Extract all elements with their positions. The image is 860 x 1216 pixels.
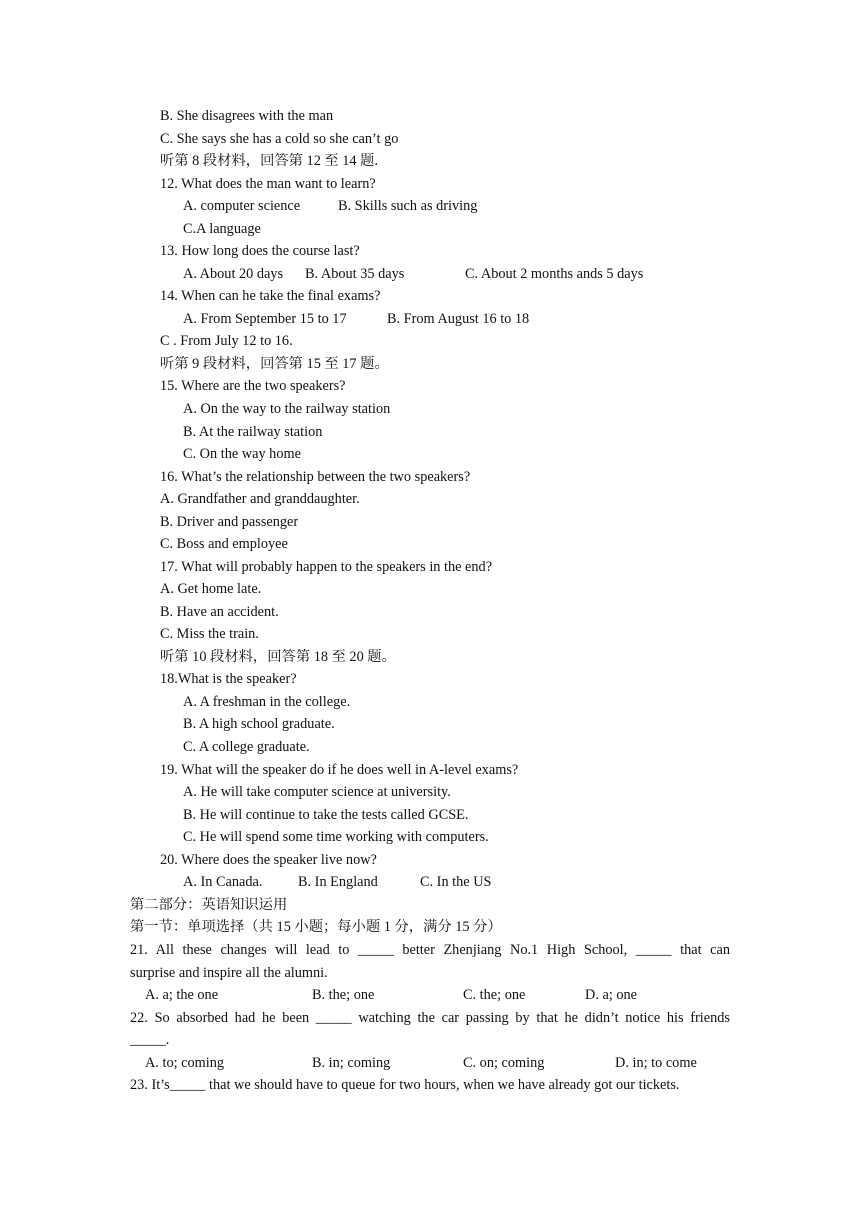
question-12: 12. What does the man want to learn? (160, 176, 376, 192)
question-16: 16. What’s the relationship between the two speakers? (160, 469, 471, 485)
option: B. From August 16 to 18 (387, 311, 530, 327)
option: B. In England (298, 874, 378, 890)
option: A. computer science (183, 198, 301, 214)
option: C. About 2 months ands 5 days (465, 266, 644, 282)
option: C.A language (183, 221, 261, 237)
option: B. He will continue to take the tests called GCSE. (183, 807, 469, 823)
option: C. on; coming (463, 1055, 545, 1071)
part-heading: 第二部分：英语知识运用 (130, 897, 288, 913)
section-instruction: 听第 9 段材料，回答第 15 至 17 题。 (160, 356, 389, 372)
section-heading: 第一节：单项选择（共 15 小题；每小题 1 分，满分 15 分） (130, 919, 502, 935)
option: B. the; one (312, 987, 375, 1003)
question-17: 17. What will probably happen to the speakers in the end? (160, 559, 493, 575)
option: D. in; to come (615, 1055, 697, 1071)
option: B. About 35 days (305, 266, 405, 282)
option: C. On the way home (183, 446, 301, 462)
question-21-cont: surprise and inspire all the alumni. (130, 965, 328, 981)
option: C. A college graduate. (183, 739, 310, 755)
option: B. in; coming (312, 1055, 391, 1071)
question-15: 15. Where are the two speakers? (160, 378, 346, 394)
option: A. On the way to the railway station (183, 401, 391, 417)
option: B. Driver and passenger (160, 514, 299, 530)
option: A. About 20 days (183, 266, 284, 282)
option: A. In Canada. (183, 874, 263, 890)
option: A. He will take computer science at university. (183, 784, 451, 800)
option: C. In the US (420, 874, 492, 890)
question-19: 19. What will the speaker do if he does well in A-level exams? (160, 762, 519, 778)
text-line: B. She disagrees with the man (160, 108, 334, 124)
question-14: 14. When can he take the final exams? (160, 288, 381, 304)
section-instruction: 听第 10 段材料，回答第 18 至 20 题。 (160, 649, 396, 665)
option: C. the; one (463, 987, 526, 1003)
option: C. Boss and employee (160, 536, 288, 552)
option: A. Grandfather and granddaughter. (160, 491, 360, 507)
question-21: 21. All these changes will lead to _____ better Zhenjiang No.1 High School, _____ that can (130, 942, 730, 958)
question-22-cont: _____. (130, 1032, 170, 1048)
question-22: 22. So absorbed had he been _____ watching the car passing by that he didn’t notice his friends (130, 1010, 730, 1026)
option: B. Skills such as driving (338, 198, 478, 214)
section-instruction: 听第 8 段材料，回答第 12 至 14 题. (160, 153, 379, 169)
question-20: 20. Where does the speaker live now? (160, 852, 377, 868)
option: C. He will spend some time working with computers. (183, 829, 489, 845)
question-13: 13. How long does the course last? (160, 243, 360, 259)
option: D. a; one (585, 987, 638, 1003)
option: A. a; the one (145, 987, 219, 1003)
option: A. Get home late. (160, 581, 262, 597)
option: C. Miss the train. (160, 626, 259, 642)
option: B. Have an accident. (160, 604, 279, 620)
question-18: 18.What is the speaker? (160, 671, 297, 687)
option: A. to; coming (145, 1055, 225, 1071)
option: C . From July 12 to 16. (160, 333, 293, 349)
option: B. A high school graduate. (183, 716, 335, 732)
question-23: 23. It’s_____ that we should have to queue for two hours, when we have already got our tickets. (130, 1077, 680, 1093)
option: B. At the railway station (183, 424, 323, 440)
option: A. A freshman in the college. (183, 694, 351, 710)
text-line: C. She says she has a cold so she can’t go (160, 131, 399, 147)
option: A. From September 15 to 17 (183, 311, 347, 327)
